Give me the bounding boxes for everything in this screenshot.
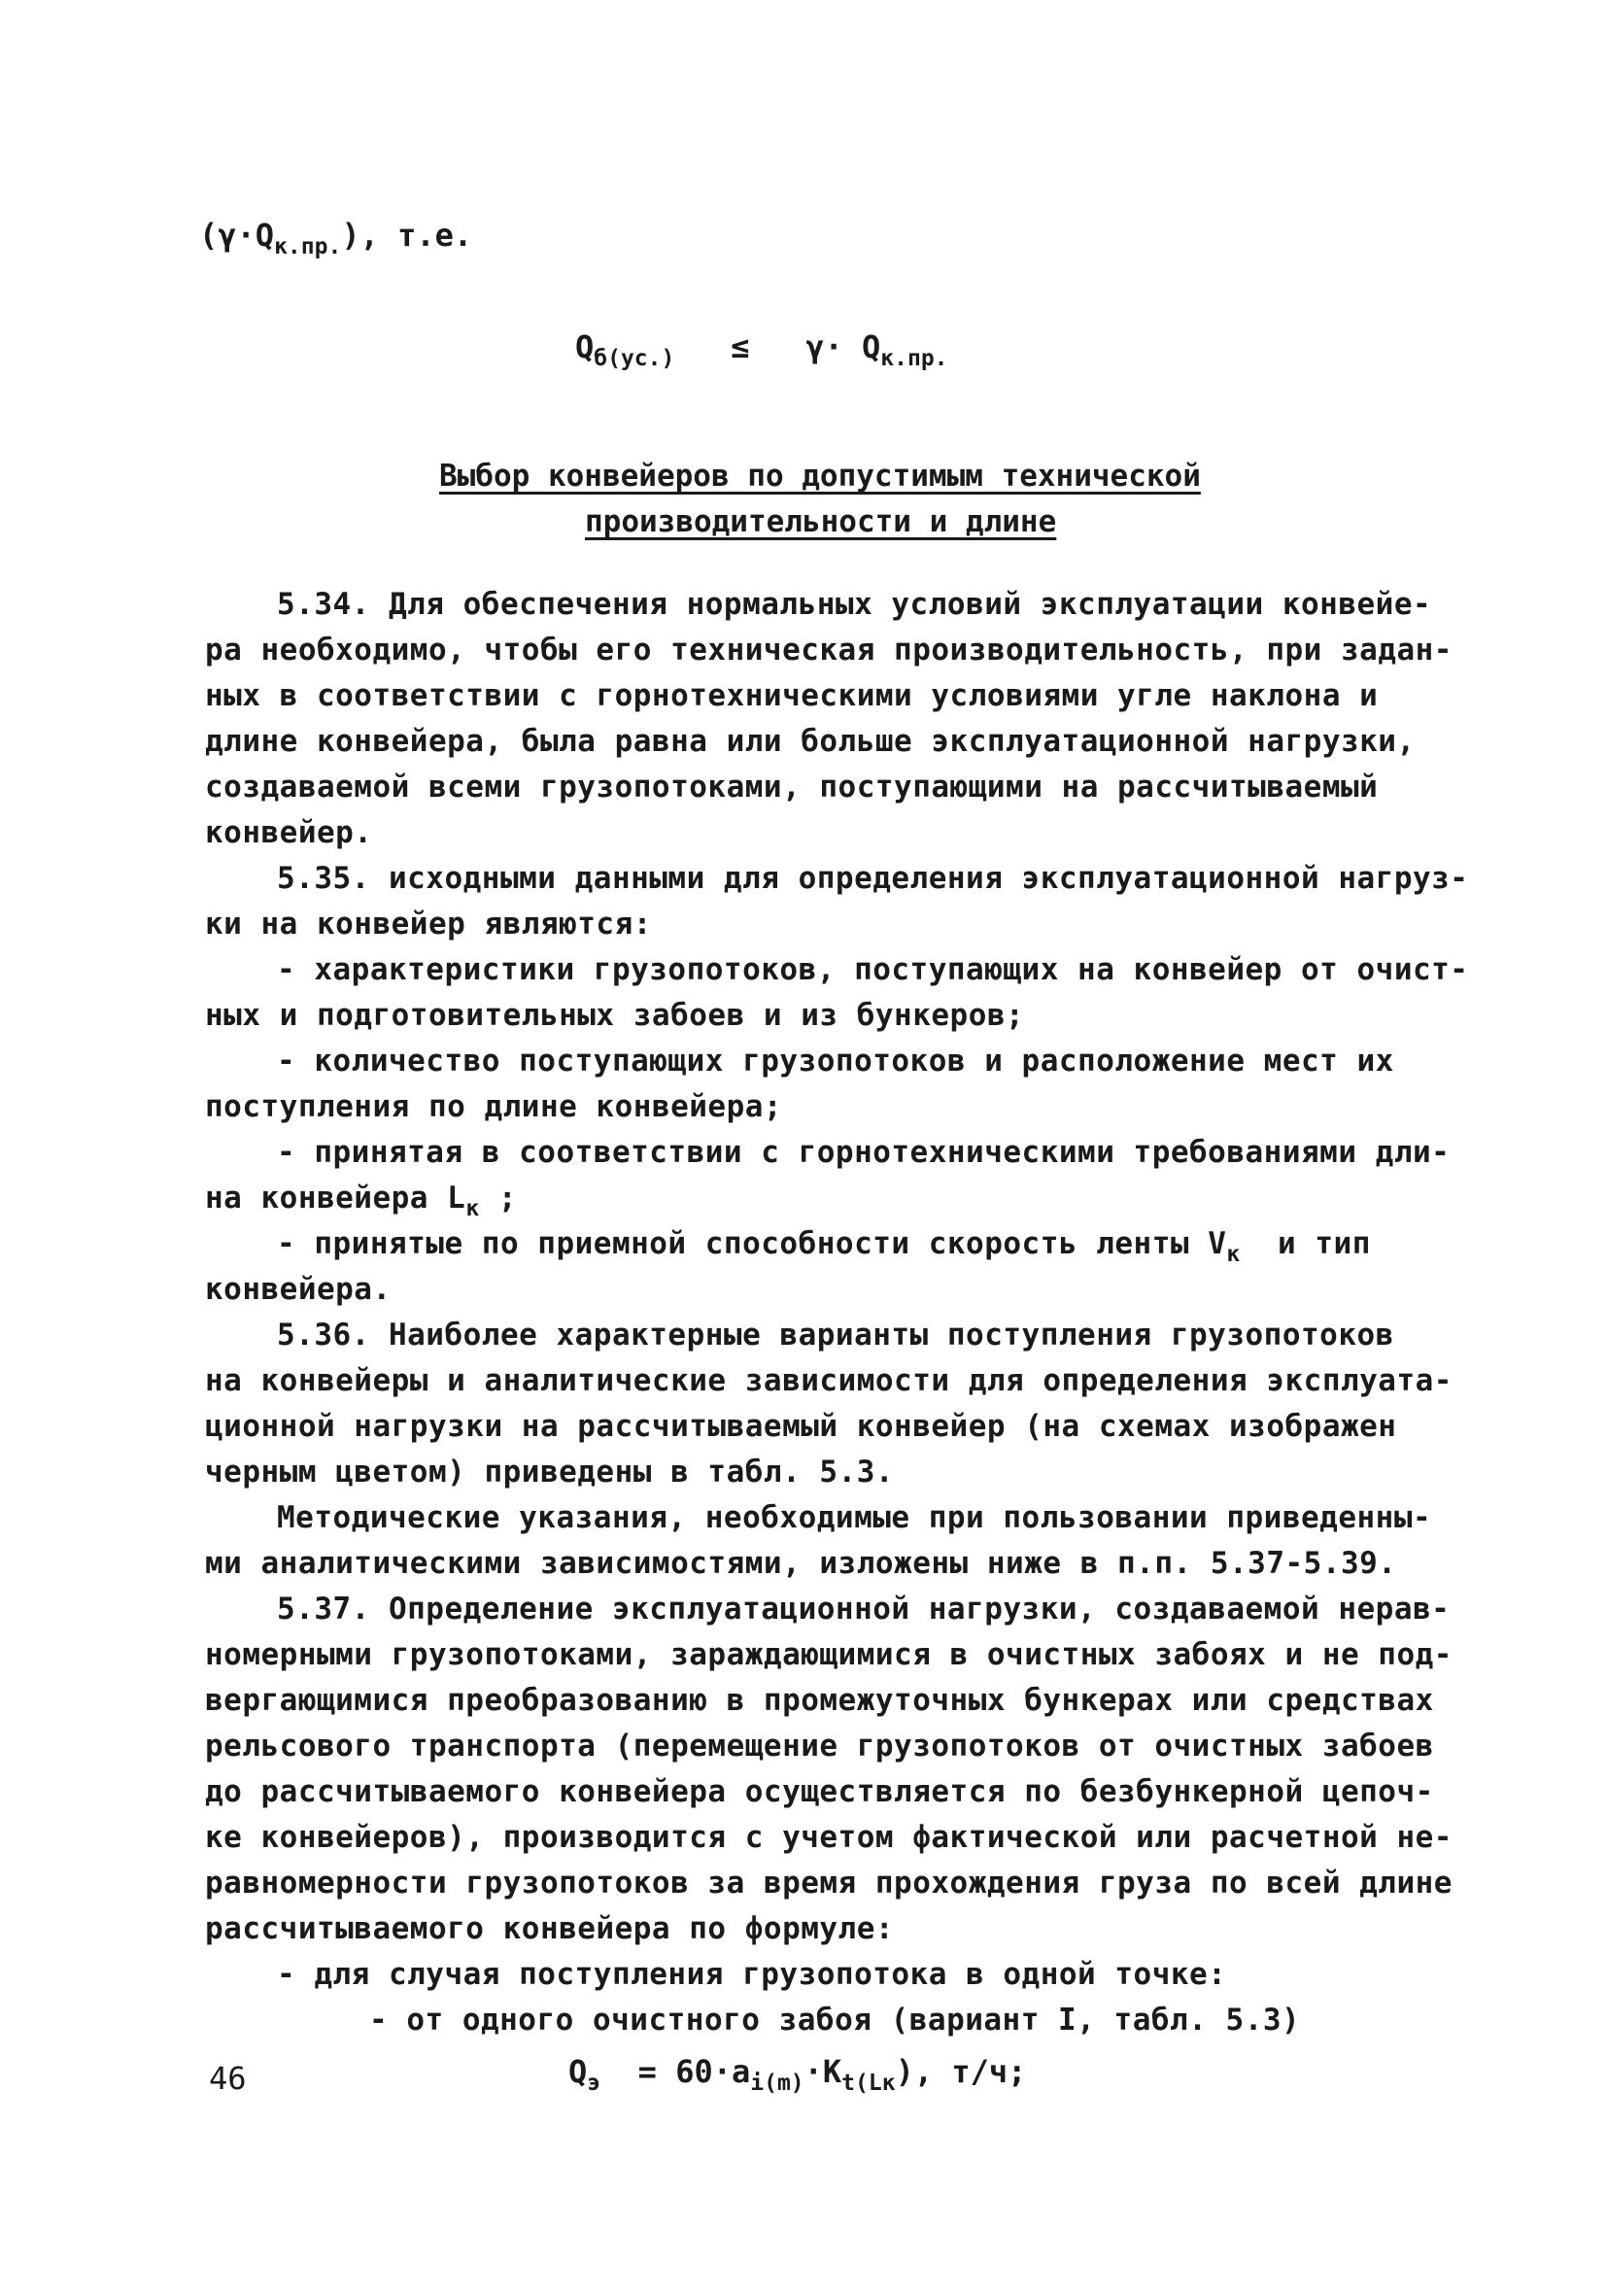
text-line-vk: - принятые по приемной способности скорость ленты $V_к$ и тип xyxy=(277,1226,1371,1267)
text-line: черным цветом) приведены в табл. 5.3. xyxy=(205,1455,895,1490)
text-line: рассчитываемого конвейера по формуле: xyxy=(205,1911,895,1946)
text-line: вергающимися преобразованию в промежуточных бункерах или средствах xyxy=(205,1683,1434,1718)
text-line: ки на конвейер являются: xyxy=(205,907,652,942)
text-line: - принятая в соответствии с горнотехническими требованиями дли- xyxy=(277,1135,1451,1170)
text-line: длине конвейера, была равна или больше эксплуатационной нагрузки, xyxy=(205,724,1416,759)
text-line: - от одного очистного забоя (вариант I, табл. 5.3) xyxy=(369,2003,1301,2038)
text-line: ра необходимо, чтобы его техническая производительность, при задан- xyxy=(205,633,1453,668)
text-line: рельсового транспорта (перемещение грузопотоков от очистных забоев xyxy=(205,1729,1434,1764)
text-line: 5.37. Определение эксплуатационной нагрузки, создаваемой нерав- xyxy=(277,1592,1451,1627)
text-line: на конвейеры и аналитические зависимости для определения эксплуата- xyxy=(205,1363,1453,1398)
section-heading-line-1: Выбор конвейеров по допустимым технической xyxy=(439,459,1201,494)
text-line: конвейер. xyxy=(205,815,373,850)
text-line: - количество поступающих грузопотоков и расположение мест их xyxy=(277,1044,1394,1079)
formula-line-2: $Q_{б(ус.)}$ ≤ $\gamma\cdot Q_{к.пр.}$ xyxy=(575,328,948,371)
text-line: номерными грузопотоками, зараждающимися в очистных забоях и не под- xyxy=(205,1637,1453,1672)
text-line: - для случая поступления грузопотока в одной точке: xyxy=(277,1957,1227,1992)
text-line: равномерности грузопотоков за время прохождения груза по всей длине xyxy=(205,1866,1453,1901)
text-line: ных и подготовительных забоев и из бункеров; xyxy=(205,998,1025,1033)
text-line: создаваемой всеми грузопотоками, поступающими на рассчитываемый xyxy=(205,770,1379,805)
text-line: 5.36. Наиболее характерные варианты поступления грузопотоков xyxy=(277,1318,1394,1353)
page-number: 46 xyxy=(209,2060,247,2097)
text-line: до рассчитываемого конвейера осуществляется по безбункерной цепоч- xyxy=(205,1774,1434,1809)
formula-line-1: $(\gamma\cdot Q_{к.пр.})$, т.е. xyxy=(199,217,473,259)
section-heading-line-2: производительности и длине xyxy=(585,504,1057,539)
formula-bottom: $Q_э = 60\cdot a_{i(m)}\cdot K_{t(Lк}$), т/ч; xyxy=(568,2053,1027,2096)
text-line: ционной нагрузки на рассчитываемый конвейер (на схемах изображен xyxy=(205,1409,1397,1444)
text-line: 5.34. Для обеспечения нормальных условий эксплуатации конвейе- xyxy=(277,587,1432,622)
text-line: 5.35. исходными данными для определения эксплуатационной нагруз- xyxy=(277,861,1469,896)
text-line: поступления по длине конвейера; xyxy=(205,1089,783,1124)
text-line: Методические указания, необходимые при пользовании приведенны- xyxy=(277,1500,1432,1535)
text-line: ных в соответствии с горнотехническими условиями угле наклона и xyxy=(205,678,1379,713)
text-line-lk: на конвейера $L_к$ ; xyxy=(205,1181,517,1221)
text-line: - характеристики грузопотоков, поступающих на конвейер от очист- xyxy=(277,952,1469,987)
text-line: ке конвейеров), производится с учетом фактической или расчетной не- xyxy=(205,1820,1453,1855)
text-line: ми аналитическими зависимостями, изложены ниже в п.п. 5.37-5.39. xyxy=(205,1546,1397,1581)
text-line: конвейера. xyxy=(205,1272,392,1307)
